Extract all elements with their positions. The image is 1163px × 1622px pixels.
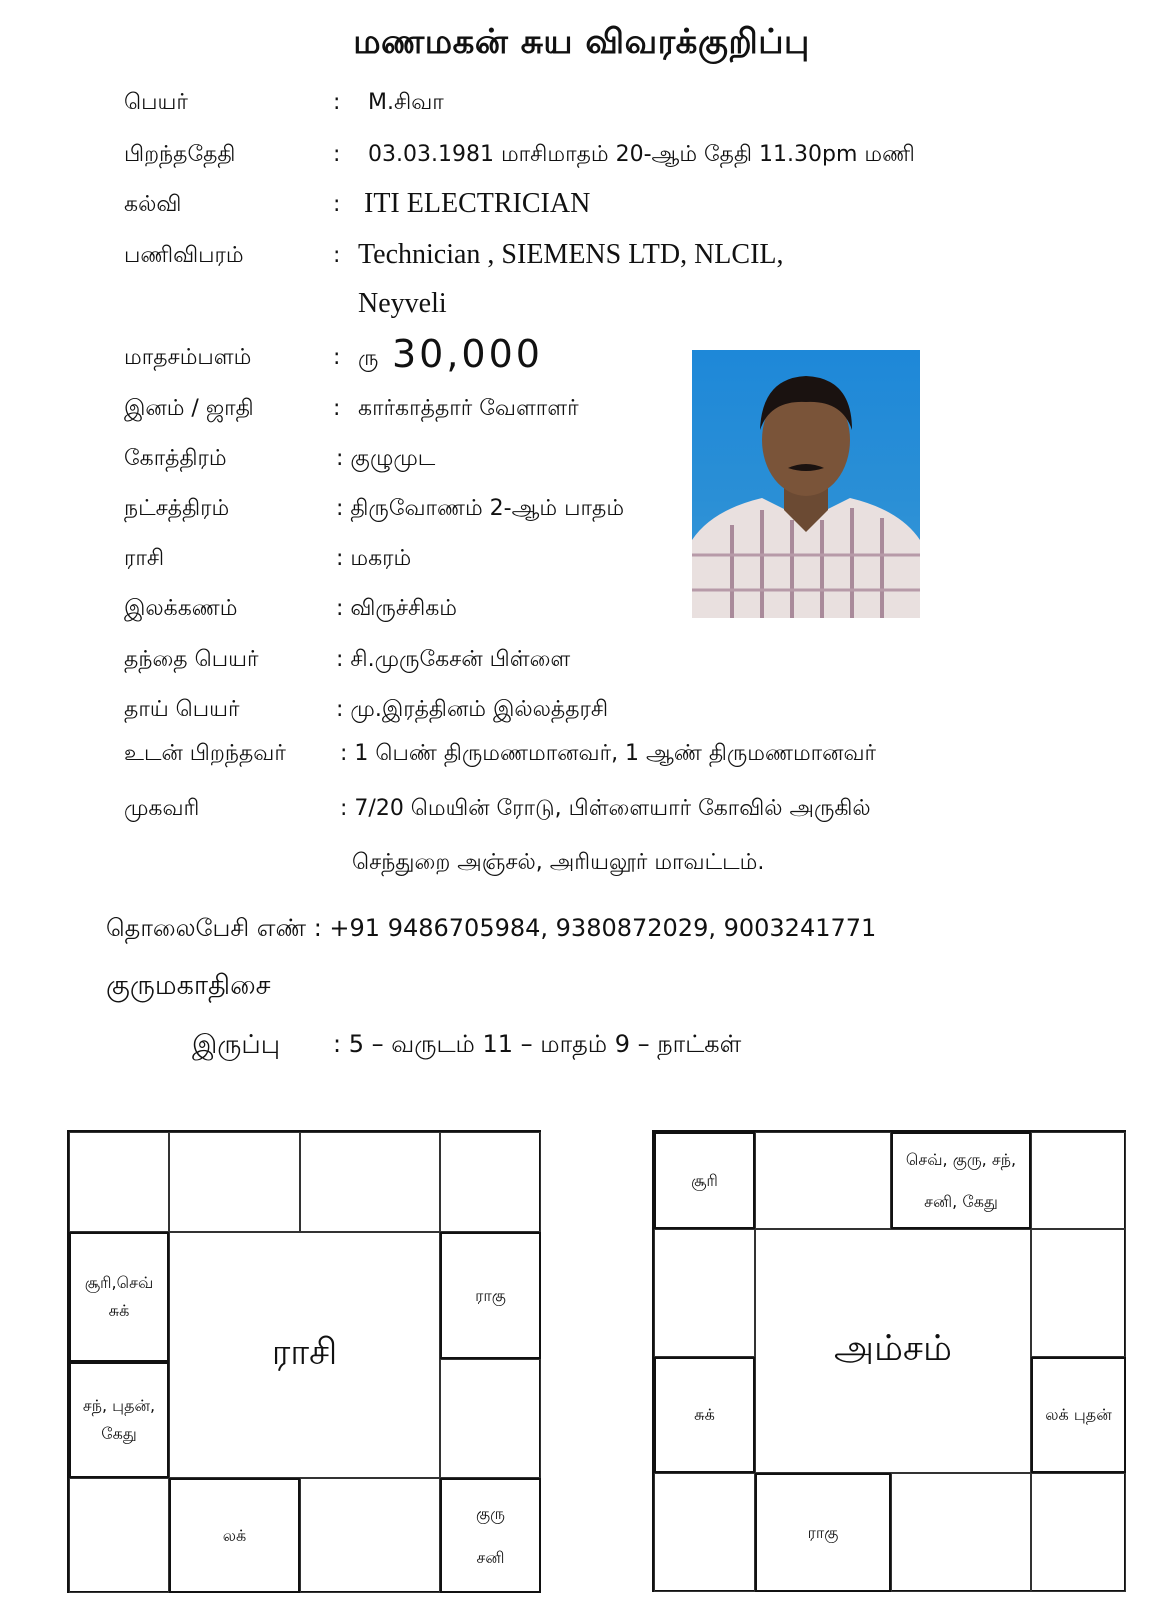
planet-text: குரு	[476, 1503, 505, 1523]
colon: :	[336, 446, 351, 471]
dasa-value	[333, 1030, 741, 1061]
value-address-text: 7/20 மெயின் ரோடு, பிள்ளையார் கோவில் அருகில்	[354, 796, 871, 821]
value-gothram	[336, 446, 435, 474]
planet-text: ராகு	[807, 1522, 839, 1542]
rasi-cell-bottom-3	[300, 1478, 440, 1593]
dasa-title: குருமகாதிசை	[106, 970, 271, 1001]
amsam-cell-bottom-4	[1031, 1473, 1126, 1592]
value-lagnam-text: விருச்சிகம்	[350, 596, 458, 621]
planet-text: செவ், குரு, சந்,	[905, 1149, 1017, 1169]
value-lagnam	[336, 596, 457, 624]
value-job-line2: Neyveli	[358, 288, 447, 319]
planet-text: கேது	[101, 1424, 137, 1443]
label-gothram: கோத்திரம்	[124, 446, 227, 471]
planet-text: லக் புதன்	[1045, 1405, 1112, 1424]
rasi-cell-left-mid-bottom	[69, 1362, 169, 1478]
colon: :	[340, 796, 355, 821]
colon: :	[333, 345, 341, 370]
value-education: ITI ELECTRICIAN	[364, 188, 591, 219]
planet-text: சூரி	[691, 1170, 718, 1190]
colon: :	[333, 90, 341, 115]
label-caste: இனம் / ஜாதி	[124, 396, 254, 421]
planet-text: சனி	[476, 1547, 505, 1567]
value-rasi-text: மகரம்	[350, 546, 412, 571]
salary-currency: ரு	[358, 346, 379, 371]
label-lagnam: இலக்கணம்	[124, 596, 238, 621]
amsam-cell-bottom-3	[891, 1473, 1031, 1592]
amsam-cell-top-1	[654, 1132, 755, 1229]
value-name: M.சிவா	[368, 90, 444, 115]
label-mother: தாய் பெயர்	[124, 697, 240, 722]
rasi-chart	[67, 1130, 541, 1593]
rasi-cell-right-mid-top	[440, 1232, 541, 1359]
planet-text: சனி, கேது	[924, 1191, 998, 1211]
label-address: முகவரி	[124, 796, 200, 821]
label-salary: மாதசம்பளம்	[124, 345, 252, 370]
phone-label: தொலைபேசி எண்	[106, 914, 307, 942]
label-rasi: ராசி	[124, 546, 165, 571]
amsam-cell-right-mid-bottom	[1031, 1357, 1126, 1473]
value-star	[336, 496, 624, 524]
value-siblings-text: 1 பெண் திருமணமானவர், 1 ஆண் திருமணமானவர்	[354, 741, 877, 766]
profile-photo	[692, 350, 920, 618]
phone-line	[106, 914, 876, 945]
rasi-cell-bottom-2	[169, 1478, 300, 1593]
planet-text: சந், புதன்,	[82, 1396, 156, 1415]
value-star-text: திருவோணம் 2-ஆம் பாதம்	[350, 496, 625, 521]
amsam-cell-left-mid-bottom	[654, 1357, 755, 1473]
label-star: நட்சத்திரம்	[124, 496, 230, 521]
colon: :	[333, 243, 341, 268]
amsam-cell-top-2	[755, 1132, 891, 1229]
planet-text: ராகு	[475, 1285, 506, 1305]
dasa-label: இருப்பு	[192, 1030, 281, 1060]
label-dob: பிறந்ததேதி	[124, 142, 236, 167]
amsam-center-label: அம்சம்	[834, 1328, 952, 1369]
value-mother	[336, 697, 608, 725]
value-mother-text: மு.இரத்தினம் இல்லத்தரசி	[350, 697, 609, 722]
colon: :	[333, 1030, 349, 1058]
planet-text: சுக்	[694, 1405, 715, 1424]
amsam-cell-bottom-1	[654, 1473, 755, 1592]
label-father: தந்தை பெயர்	[124, 647, 259, 672]
value-address-line2: செந்துறை அஞ்சல், அரியலூர் மாவட்டம்.	[352, 850, 765, 875]
label-job: பணிவிபரம்	[124, 243, 244, 268]
amsam-center	[755, 1229, 1031, 1473]
phone-value: +91 9486705984, 9380872029, 9003241771	[329, 914, 877, 942]
planet-text: சுக்	[108, 1301, 130, 1320]
amsam-cell-right-mid-top	[1031, 1229, 1126, 1357]
colon: :	[336, 546, 351, 571]
colon: :	[336, 496, 351, 521]
value-job: Technician , SIEMENS LTD, NLCIL,	[358, 239, 784, 270]
rasi-cell-bottom-1	[69, 1478, 169, 1593]
value-father	[336, 647, 570, 675]
rasi-cell-top-4	[440, 1132, 541, 1232]
page-title: மணமகன் சுய விவரக்குறிப்பு	[353, 22, 810, 62]
rasi-center	[169, 1232, 440, 1478]
colon: :	[306, 914, 330, 942]
rasi-cell-left-mid-top	[69, 1232, 169, 1362]
value-caste: கார்காத்தார் வேளாளர்	[358, 396, 579, 421]
amsam-chart	[652, 1130, 1126, 1592]
label-education: கல்வி	[124, 192, 182, 217]
colon: :	[336, 596, 351, 621]
colon: :	[336, 647, 351, 672]
value-siblings	[340, 741, 876, 769]
value-father-text: சி.முருகேசன் பிள்ளை	[350, 647, 571, 672]
rasi-cell-top-2	[169, 1132, 300, 1232]
planet-text: சூரி,செவ்	[84, 1273, 154, 1292]
value-gothram-text: குழுமுட	[350, 446, 436, 471]
rasi-cell-bottom-4	[440, 1478, 541, 1593]
label-siblings: உடன் பிறந்தவர்	[124, 741, 286, 766]
value-address	[340, 796, 871, 824]
person-portrait-icon	[692, 350, 920, 618]
amsam-cell-bottom-2	[755, 1473, 891, 1592]
label-name: பெயர்	[124, 90, 188, 115]
planet-text: லக்	[222, 1525, 247, 1545]
colon: :	[333, 396, 341, 421]
rasi-cell-top-3	[300, 1132, 440, 1232]
amsam-cell-left-mid-top	[654, 1229, 755, 1357]
value-rasi	[336, 546, 411, 574]
rasi-cell-right-mid-bottom	[440, 1359, 541, 1478]
value-dob: 03.03.1981 மாசிமாதம் 20-ஆம் தேதி 11.30pm மணி	[368, 142, 915, 167]
colon: :	[333, 192, 341, 217]
colon: :	[336, 697, 351, 722]
colon: :	[340, 741, 355, 766]
amsam-cell-top-3	[891, 1132, 1031, 1229]
rasi-cell-top-1	[69, 1132, 169, 1232]
colon: :	[333, 142, 341, 167]
rasi-center-label: ராசி	[271, 1332, 338, 1373]
dasa-value-text: 5 – வருடம் 11 – மாதம் 9 – நாட்கள்	[348, 1030, 742, 1058]
value-salary: 30,000	[392, 332, 543, 376]
amsam-cell-top-4	[1031, 1132, 1126, 1229]
